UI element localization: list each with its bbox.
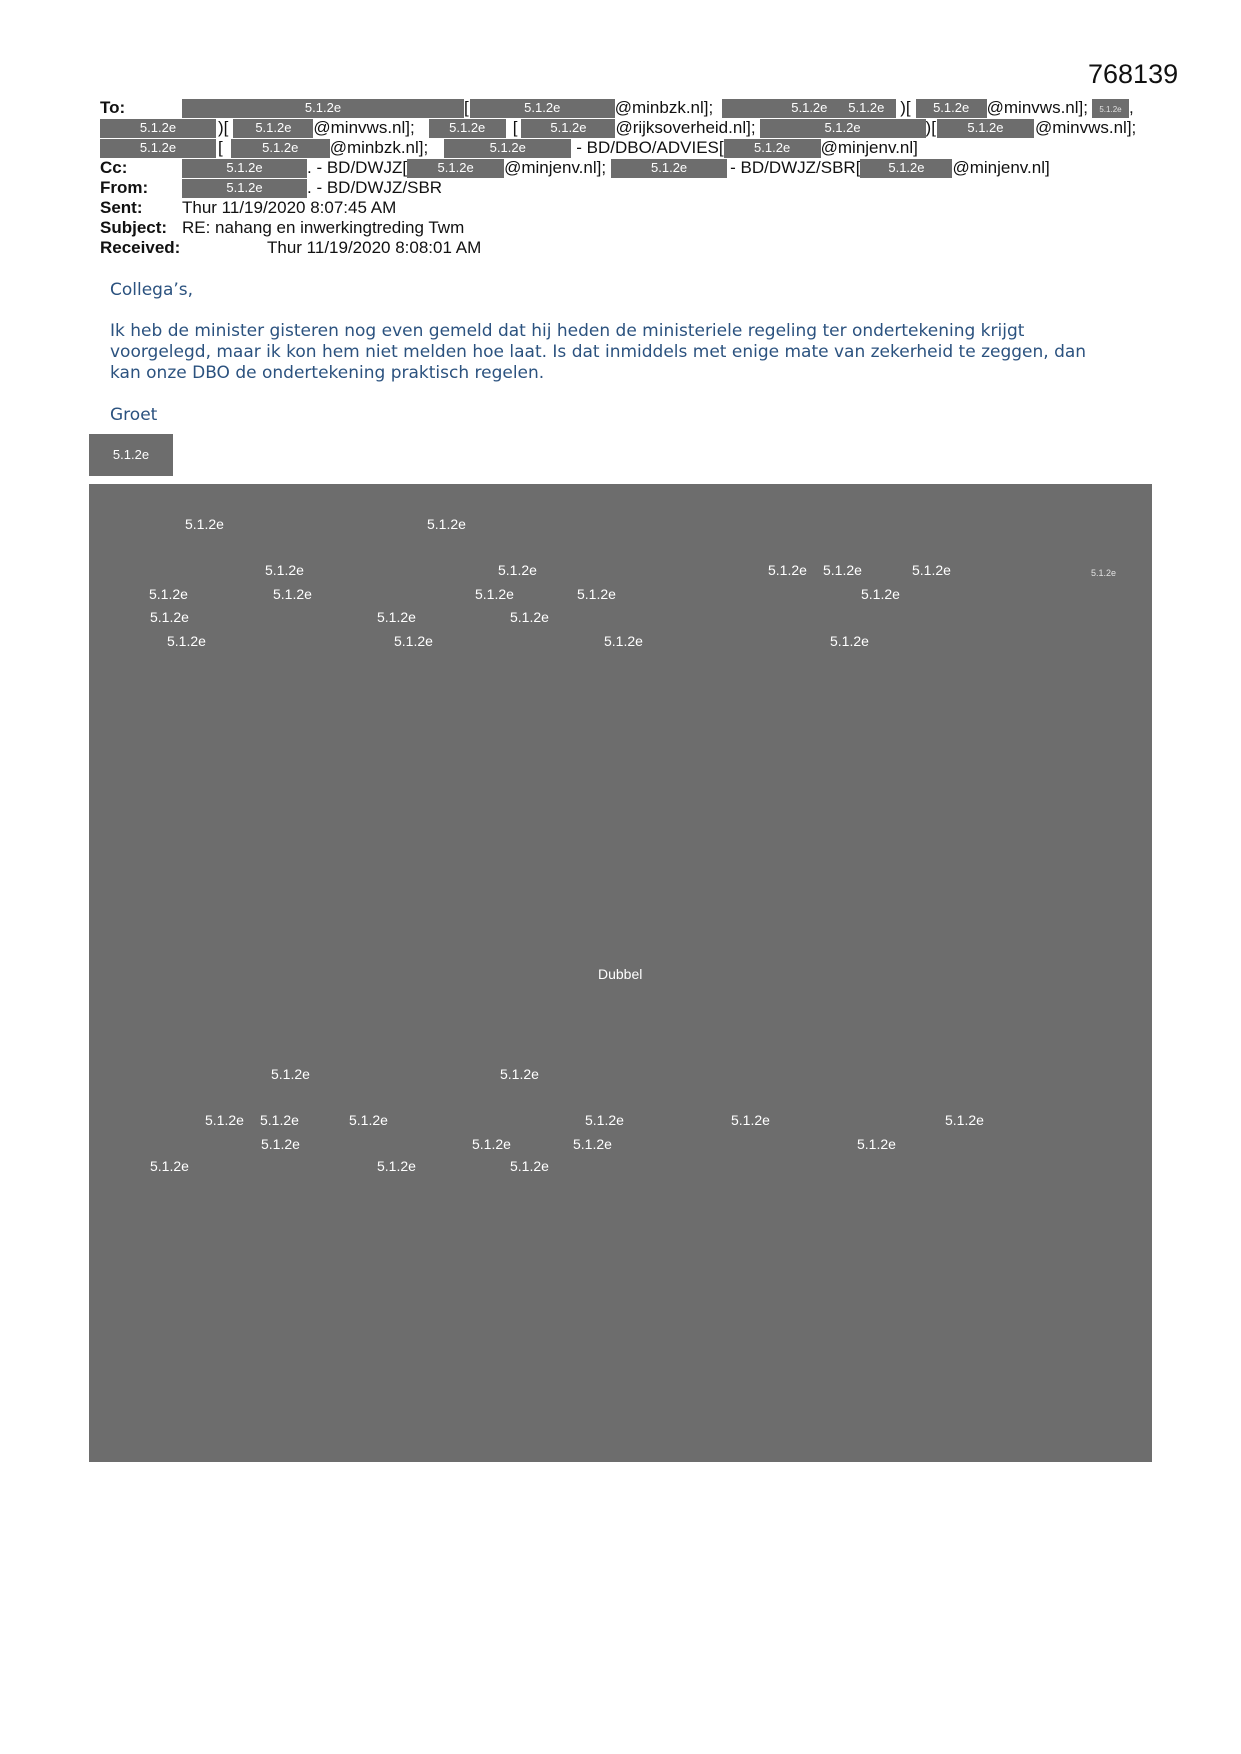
department-fragment: - BD/DBO/ADVIES[ (576, 138, 724, 157)
redaction-label: 5.1.2e (139, 119, 177, 135)
redaction-label: 5.1.2e (945, 1112, 984, 1128)
redaction-label: 5.1.2e (150, 1158, 189, 1174)
address-fragment: [ (218, 138, 223, 157)
email-domain: @minvws.nl]; (986, 98, 1088, 117)
redaction-label: 5.1.2e (265, 562, 304, 578)
email-domain: @rijksoverheid.nl]; (615, 118, 756, 137)
from-line (100, 178, 442, 198)
redaction-label: 5.1.2e (791, 99, 828, 115)
cc-line (100, 158, 1050, 178)
redaction-label: 5.1.2e (857, 1136, 896, 1152)
redaction-label: 5.1.2e (304, 99, 342, 115)
redaction-label: 5.1.2e (150, 609, 189, 625)
redaction-label: 5.1.2e (1091, 568, 1117, 578)
redaction-label: 5.1.2e (205, 1112, 244, 1128)
email-domain: @minbzk.nl]; (614, 98, 714, 117)
redaction-label: 5.1.2e (167, 633, 206, 649)
from-label: From: (100, 178, 149, 197)
sent-label: Sent: (100, 198, 143, 217)
redaction-label: 5.1.2e (524, 99, 561, 115)
address-fragment: [ (464, 98, 469, 117)
to-line-1 (100, 98, 1134, 118)
email-domain: @minjenv.nl]; (504, 158, 607, 177)
subject-line (100, 218, 464, 238)
redaction-label: 5.1.2e (861, 586, 900, 602)
redaction-label: 5.1.2e (449, 119, 486, 135)
redaction-label: 5.1.2e (830, 633, 869, 649)
redaction-label: 5.1.2e (255, 119, 292, 135)
duplicate-note: Dubbel (598, 966, 643, 982)
redaction-label: 5.1.2e (273, 586, 312, 602)
redaction-label: 5.1.2e (377, 609, 416, 625)
redaction-label: 5.1.2e (510, 1158, 549, 1174)
email-domain: @minjenv.nl] (820, 138, 918, 157)
cc-label: Cc: (100, 158, 128, 177)
redaction-label: 5.1.2e (754, 139, 791, 155)
email-domain: @minvws.nl]; (1034, 118, 1137, 137)
email-domain: @minvws.nl]; (313, 118, 415, 137)
redaction-label: 5.1.2e (472, 1136, 511, 1152)
redaction-label: 5.1.2e (262, 139, 299, 155)
redaction-label: 5.1.2e (824, 119, 861, 135)
redaction-box (444, 139, 571, 158)
department-fragment: . - BD/DWJZ/SBR (307, 178, 443, 197)
redaction-label: 5.1.2e (261, 1136, 300, 1152)
redaction-label: 5.1.2e (573, 1136, 612, 1152)
redaction-label: 5.1.2e (577, 586, 616, 602)
received-label: Received: (100, 238, 181, 257)
redaction-box (231, 139, 330, 158)
to-line-3 (100, 138, 918, 158)
redaction-label: 5.1.2e (500, 1066, 539, 1082)
redaction-label: 5.1.2e (349, 1112, 388, 1128)
redaction-label: 5.1.2e (260, 1112, 299, 1128)
subject-label: Subject: (100, 218, 168, 237)
redaction-label: 5.1.2e (226, 159, 263, 175)
redaction-box (100, 139, 216, 158)
paragraph-line: voorgelegd, maar ik kon hem niet melden hoe laat. Is dat inmiddels met enige mate van zekerheid te zeggen, dan (110, 342, 1087, 362)
redaction-box (182, 159, 307, 178)
redaction-box (760, 119, 926, 138)
address-fragment: [ (512, 118, 518, 137)
sent-line (100, 198, 396, 218)
sent-value: Thur 11/19/2020 8:07:45 AM (182, 198, 397, 217)
redaction-label: 5.1.2e (768, 562, 807, 578)
redaction-label: 5.1.2e (604, 633, 643, 649)
address-fragment: , (1128, 98, 1134, 117)
email-domain: @minbzk.nl]; (329, 138, 429, 157)
closing: Groet (110, 405, 158, 425)
redaction-box (182, 99, 464, 118)
redaction-label: 5.1.2e (185, 516, 224, 532)
redaction-box (611, 159, 727, 178)
redaction-label: 5.1.2e (888, 159, 925, 175)
to-label: To: (100, 98, 126, 117)
address-fragment: )[ (900, 98, 911, 117)
redaction-box (722, 99, 896, 118)
paragraph-line: kan onze DBO de ondertekening praktisch regelen. (110, 363, 545, 383)
received-value: Thur 11/19/2020 8:08:01 AM (267, 238, 482, 257)
address-fragment: )[ (218, 118, 229, 137)
signature-redaction-box (89, 434, 173, 476)
redaction-label: 5.1.2e (377, 1158, 416, 1174)
redaction-box (233, 119, 313, 138)
redaction-label: 5.1.2e (139, 139, 177, 155)
redaction-box (429, 119, 506, 138)
redaction-label: 5.1.2e (823, 562, 862, 578)
redaction-label: 5.1.2e (489, 139, 526, 155)
redaction-label: 5.1.2e (475, 586, 514, 602)
redaction-box (937, 119, 1034, 138)
redaction-label: 5.1.2e (967, 119, 1004, 135)
redacted-block (89, 484, 1152, 1462)
address-fragment: )[ (925, 118, 936, 137)
department-fragment: . - BD/DWJZ[ (307, 158, 408, 177)
redaction-label: 5.1.2e (394, 633, 433, 649)
redaction-box (1092, 99, 1129, 118)
redaction-label: 5.1.2e (437, 159, 474, 175)
redaction-label: 5.1.2e (226, 179, 263, 195)
redaction-box (724, 139, 821, 158)
redaction-label: 5.1.2e (271, 1066, 310, 1082)
redaction-label: 5.1.2e (651, 159, 688, 175)
redaction-label: 5.1.2e (848, 99, 885, 115)
redaction-box (916, 99, 987, 118)
redaction-box (521, 119, 615, 138)
redaction-label: 5.1.2e (149, 586, 188, 602)
redaction-label: 5.1.2e (550, 119, 587, 135)
redaction-box (407, 159, 504, 178)
document-number: 768139 (1088, 59, 1179, 89)
redaction-label: 5.1.2e (585, 1112, 624, 1128)
redaction-label: 5.1.2e (510, 609, 549, 625)
redaction-box (100, 119, 216, 138)
department-fragment: - BD/DWJZ/SBR[ (730, 158, 861, 177)
email-domain: @minjenv.nl] (952, 158, 1050, 177)
redaction-label: 5.1.2e (933, 99, 970, 115)
redaction-label: 5.1.2e (1099, 104, 1122, 114)
redaction-label: 5.1.2e (427, 516, 466, 532)
redaction-box (470, 99, 615, 118)
greeting: Collega’s, (110, 280, 194, 300)
paragraph-line: Ik heb de minister gisteren nog even gemeld dat hij heden de ministeriele regeling ter ondertekening krijgt (110, 321, 1025, 341)
redaction-label: 5.1.2e (731, 1112, 770, 1128)
redaction-box (860, 159, 952, 178)
to-line-2 (100, 118, 1136, 138)
redaction-label: 5.1.2e (498, 562, 537, 578)
redaction-label: 5.1.2e (912, 562, 951, 578)
received-line (100, 238, 481, 258)
redaction-label: 5.1.2e (112, 447, 150, 462)
subject-value: RE: nahang en inwerkingtreding Twm (182, 218, 465, 237)
redaction-box (182, 179, 307, 198)
